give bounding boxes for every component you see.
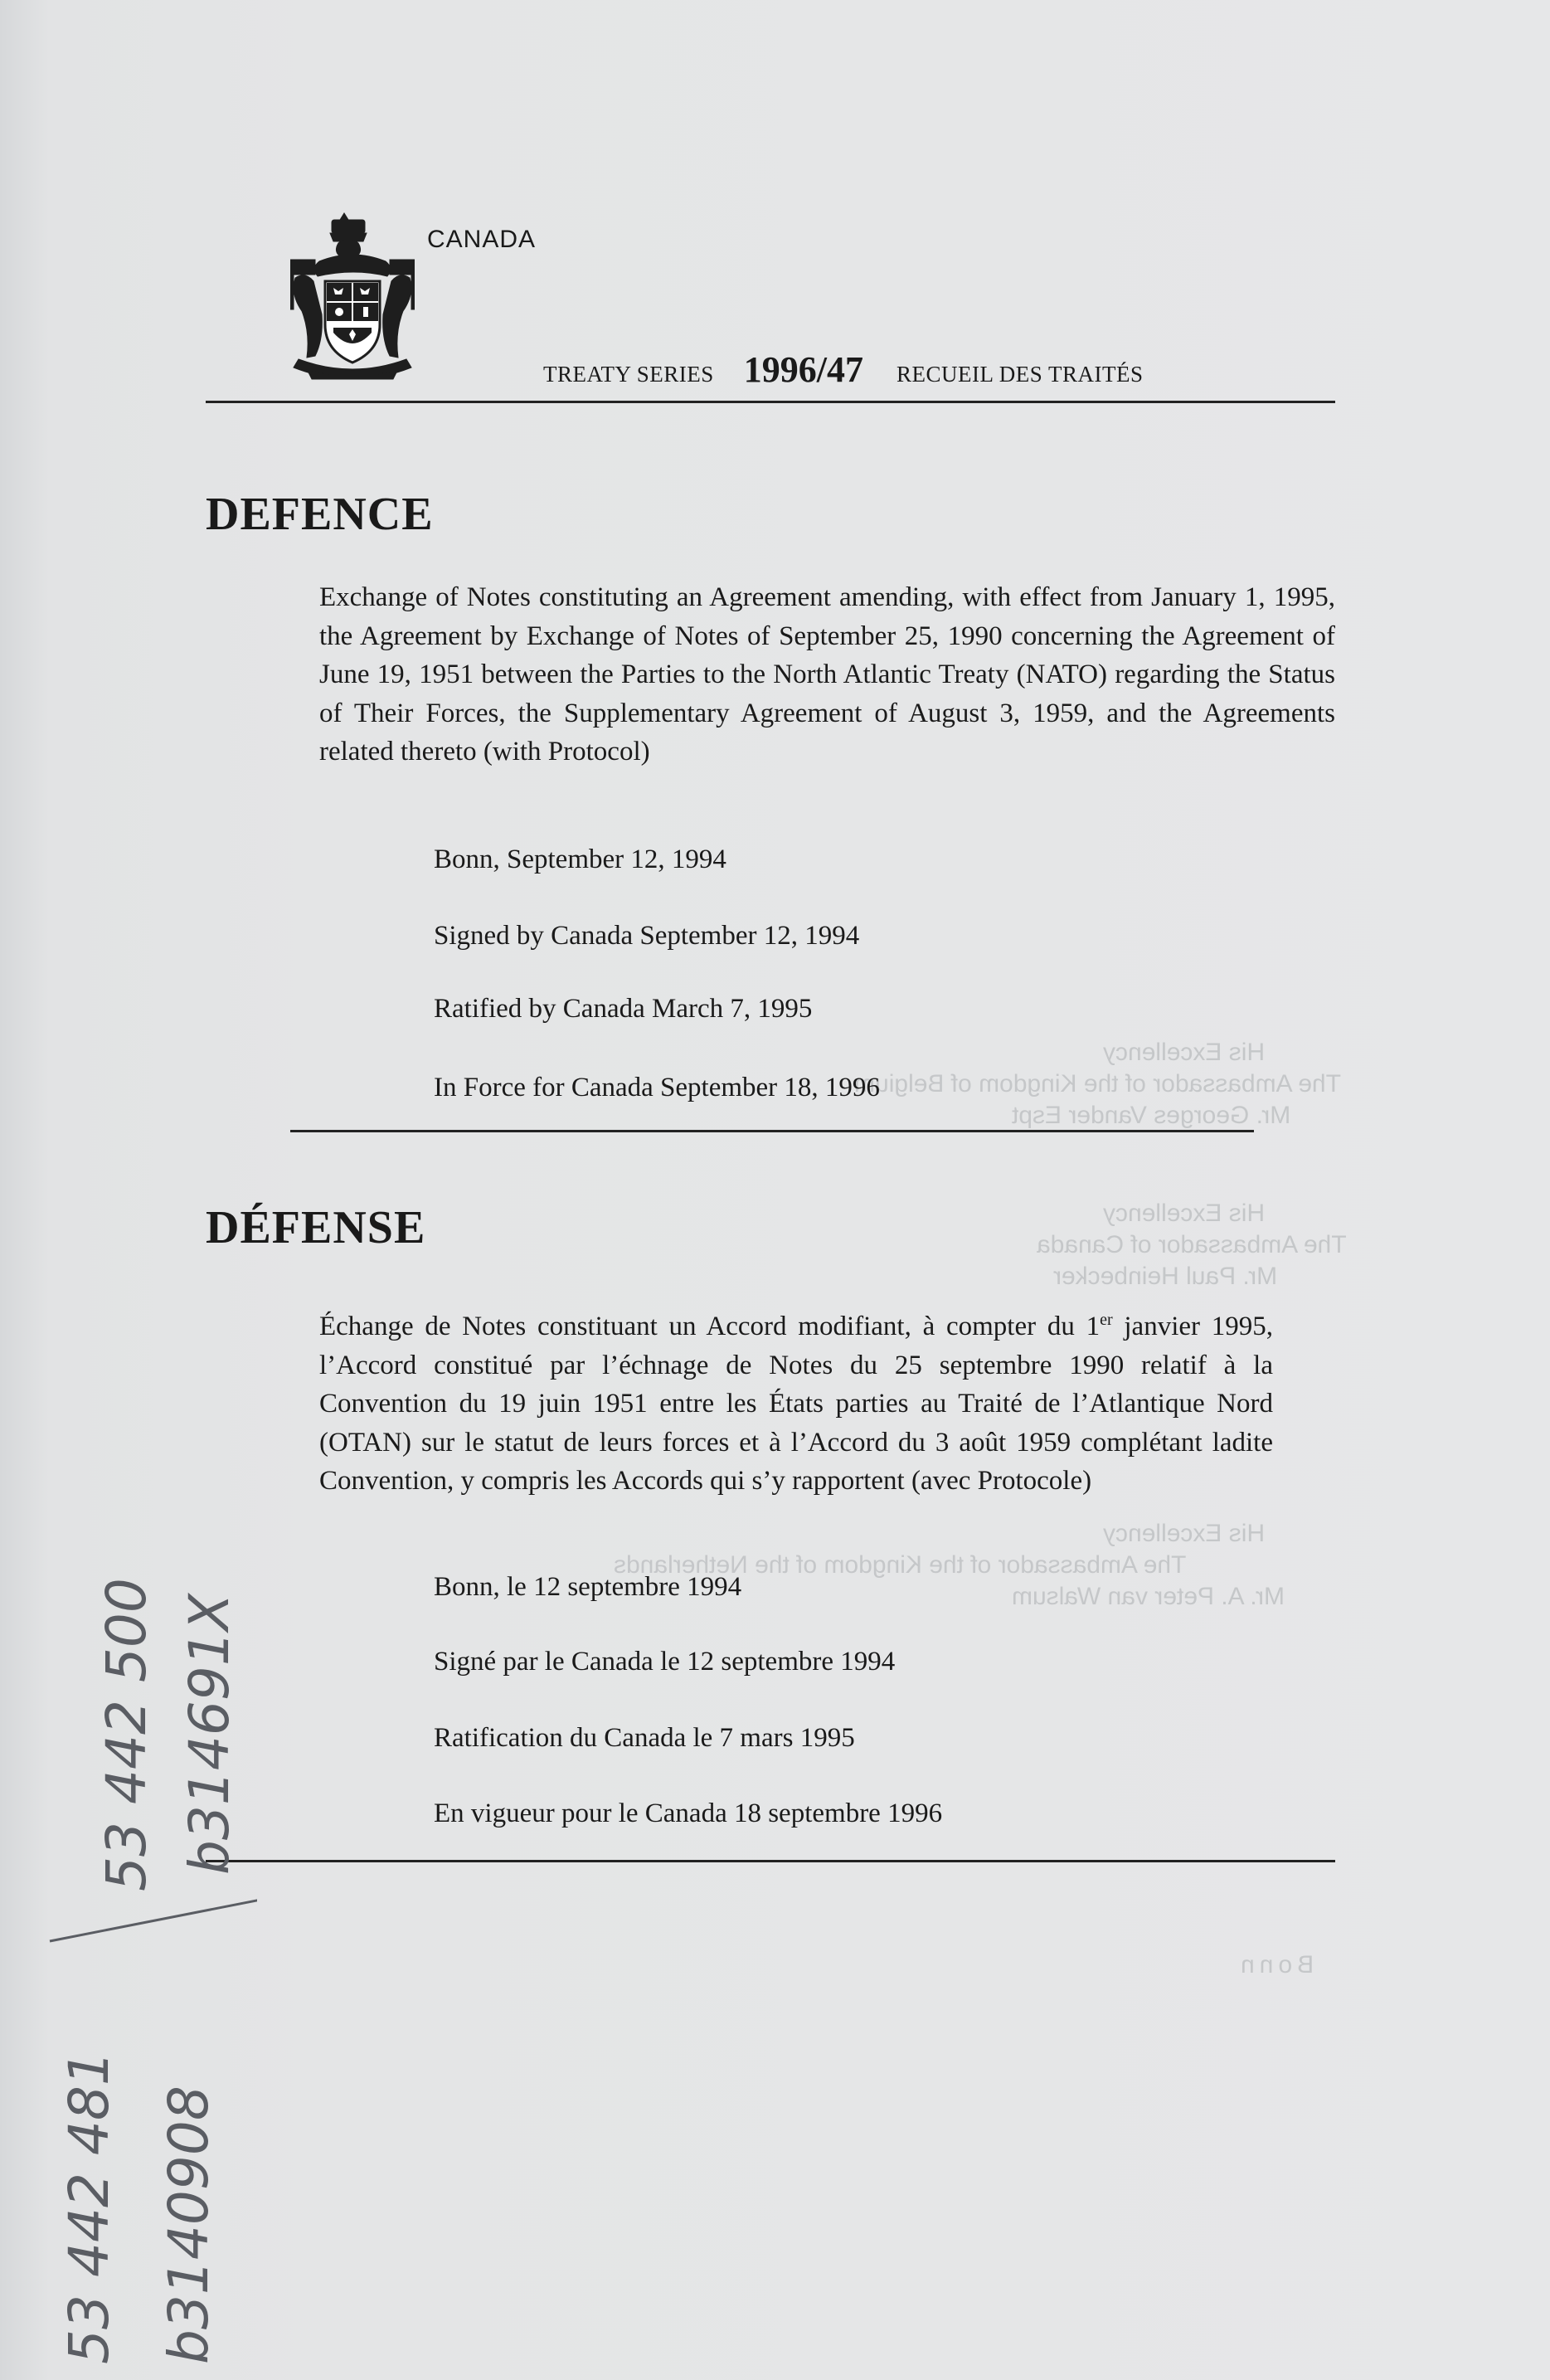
handwritten-note-3: 53 442 481: [57, 2051, 121, 2364]
english-ratified-date: Ratified by Canada March 7, 1995: [434, 994, 813, 1024]
footer-rule: [206, 1860, 1335, 1862]
french-in-force-date: En vigueur pour le Canada 18 septembre 1996: [434, 1798, 943, 1828]
series-label-en: TREATY SERIES: [543, 362, 714, 387]
french-title-text-continued: janvier 1995, l’Accord constitué par l’échnage de Notes du 25 septembre 1990 relatif à la Convention du 19 juin 1951 entre les États parties au Traité de l’Atlantique Nord (OTAN) sur le statut de leurs forces et à l’Accord du 3 août 1959 complétant ladite Convention, y compris les Accords qui s’y rapportent (avec Protocole): [319, 1312, 1273, 1496]
show-through-line: His Excellency: [1103, 1039, 1266, 1066]
french-ratified-date: Ratification du Canada le 7 mars 1995: [434, 1723, 855, 1753]
handwritten-note-4: b3140908: [157, 2086, 221, 2364]
french-place-date: Bonn, le 12 septembre 1994: [434, 1572, 742, 1602]
show-through-line: His Excellency: [1103, 1520, 1266, 1547]
french-title-superscript: er: [1100, 1311, 1113, 1329]
canada-coat-of-arms-logo: [290, 212, 415, 382]
handwritten-catalogue-notes: [41, 1510, 257, 2373]
handwritten-note-1: 53 442 500: [95, 1578, 158, 1891]
english-signed-date: Signed by Canada September 12, 1994: [434, 921, 860, 951]
french-treaty-title: [319, 1301, 1273, 1501]
show-through-line: Mr. Georges Vander Espt: [1012, 1102, 1291, 1129]
french-heading: DÉFENSE: [206, 1202, 426, 1253]
french-signed-date: Signé par le Canada le 12 septembre 1994: [434, 1647, 896, 1677]
section-divider-rule: [290, 1130, 1254, 1132]
english-in-force-date: In Force for Canada September 18, 1996: [434, 1073, 880, 1102]
show-through-line: The Ambassador of the Kingdom of the Netherlands: [614, 1551, 1187, 1579]
treaty-series-header: [543, 348, 1144, 391]
english-place-date: Bonn, September 12, 1994: [434, 844, 726, 874]
english-heading: DEFENCE: [206, 489, 434, 540]
handwritten-note-2: b314691X: [177, 1593, 241, 1875]
handwritten-divider-stroke: [50, 1896, 257, 1941]
show-through-line: Mr. A. Peter van Walsum: [1012, 1583, 1285, 1610]
series-label-fr: RECUEIL DES TRAITÉS: [896, 362, 1144, 387]
french-title-text: Échange de Notes constituant un Accord modifiant, à compter du 1: [319, 1312, 1101, 1341]
english-treaty-title: Exchange of Notes constituting an Agreement amending, with effect from January 1, 1995, the Agreement by Exchange of Notes of September 25, 1990 concerning the Agreement of June 19, 1951 between the Parties to the North Atlantic Treaty (NATO) regarding the Status of Their Forces, the Supplementary Agreement of August 3, 1959, and the Agreements related thereto (with Protocol): [319, 582, 1335, 767]
show-through-line: Mr. Paul Heinbecker: [1053, 1263, 1278, 1290]
show-through-line: The Ambassador of Canada: [1037, 1231, 1347, 1258]
header-rule: [206, 401, 1335, 403]
show-through-line: The Ambassador of the Kingdom of Belgium: [854, 1070, 1341, 1098]
country-label: CANADA: [427, 226, 537, 253]
show-through-line: Bonn: [1236, 1951, 1314, 1978]
show-through-line: His Excellency: [1103, 1200, 1266, 1227]
series-number: 1996/47: [743, 349, 863, 390]
